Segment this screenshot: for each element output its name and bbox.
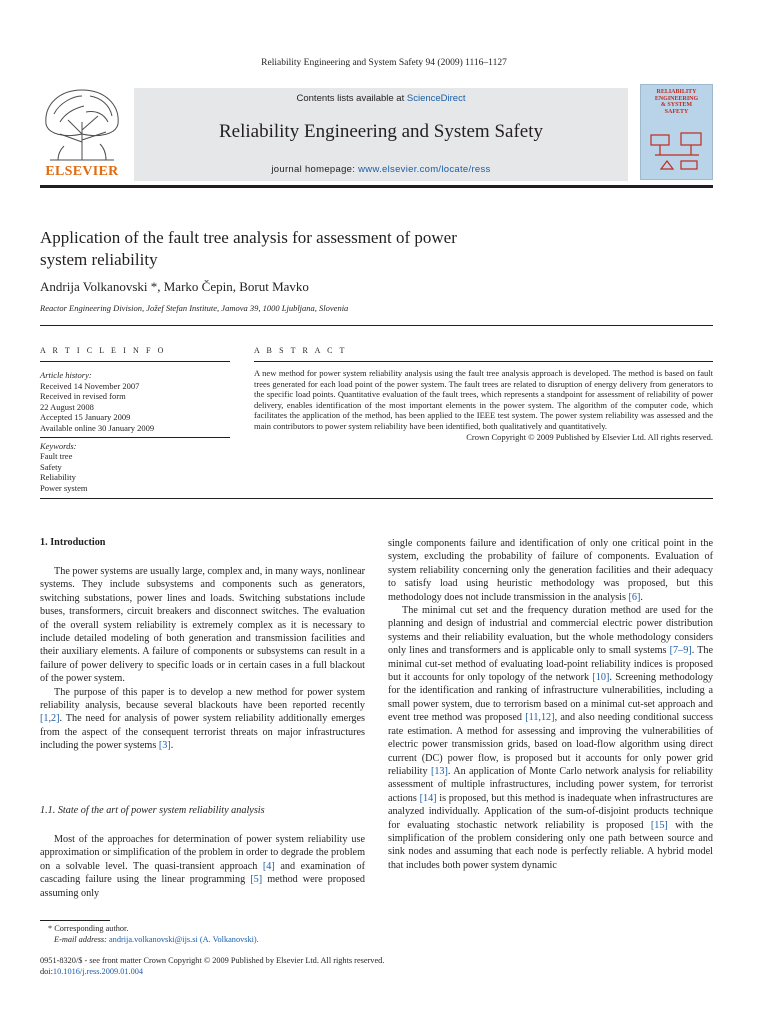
abstract-rule <box>254 361 713 362</box>
right-column <box>388 537 713 872</box>
left-column <box>40 565 365 753</box>
abstract-text: A new method for power system reliability analysis using the fault tree analysis approach is developed. The method is based on fault trees generated for each load point of the power system. The fault trees are related to disruption of energy delivery from generators to the specific load points. Quantitative evaluation of the fault trees, which represents a standpoint for assessment of reliability of power delivery, enables identification of the most important elements in the power system. The algorithm of the computer code, which facilitates the application of the method, has been applied to the IEEE test system. The power system reliability was assessed and the main contributors to power system reliability have been identified, both qualitatively and quantitatively. <box>254 368 713 431</box>
history-item: Accepted 15 January 2009 <box>40 412 131 423</box>
keyword: Reliability <box>40 472 76 483</box>
text-run: . <box>640 591 643 603</box>
text-run: . Screening methodology for the identification and ranking of infrastructure vulnerabilities, including a small power system, due to terrorism based on a minimal cut-set approach and event tree method was proposed <box>388 672 714 724</box>
text-run: , and also needing conditional success rate estimation. A method for assessing and improving the vulnerabilities of electric power transmission grids, based on load-flow algorithm using direct current (DC) power flow, is proposed but it accounts for only power grid reliability <box>388 712 713 777</box>
article-info-label: A R T I C L E I N F O <box>40 346 167 355</box>
cover-title <box>641 89 712 115</box>
footnote <box>40 923 259 945</box>
paragraph <box>40 833 365 900</box>
front-matter-line: 0951-8320/$ - see front matter Crown Copyright © 2009 Published by Elsevier Ltd. All rights reserved. <box>40 956 385 965</box>
keywords-label: Keywords: <box>40 440 77 451</box>
contents-prefix: Contents lists available at <box>296 93 407 104</box>
text-run: single components failure and identification of only one critical point in the system, excluding the probability of failure of components. Evaluation of system reliability concerning only the generation facilities and their adequacy to satisfy load using heuristic methodology was proposed, but this methodology does not include transmission in the analysis <box>388 538 713 603</box>
paper-title <box>40 227 640 271</box>
left-column-continued <box>40 833 365 900</box>
title-rule <box>40 325 713 326</box>
journal-homepage <box>134 164 628 175</box>
citation-link[interactable]: [3] <box>158 740 171 752</box>
text-run: . The minimal cut-set method of evaluating load-point reliability indices is proposed but it accounts for only topology of the network <box>388 645 714 684</box>
paragraph <box>388 604 713 872</box>
history-item: 22 August 2008 <box>40 401 94 412</box>
cover-title-line: & SYSTEM <box>660 102 693 108</box>
subsection-heading: 1.1. State of the art of power system reliability analysis <box>40 805 265 816</box>
cover-title-line: ENGINEERING <box>654 95 699 102</box>
corresponding-author-note: * Corresponding author. <box>48 924 129 933</box>
citation-link[interactable]: [5] <box>250 874 263 886</box>
abstract-bottom-rule <box>40 498 713 499</box>
sciencedirect-link[interactable]: ScienceDirect <box>406 93 466 104</box>
history-item: Received 14 November 2007 <box>40 380 140 391</box>
text-run: . The need for analysis of power system reliability additionally emerges from the aspect of the consequent terrorist threats on major infrastructures including the power systems <box>40 713 365 752</box>
doi-link[interactable]: 10.1016/j.ress.2009.01.004 <box>52 967 144 976</box>
homepage-prefix: journal homepage: <box>271 164 359 175</box>
citation-link[interactable]: [7–9] <box>669 645 692 657</box>
journal-cover[interactable] <box>640 84 713 180</box>
email-link[interactable]: andrija.volkanovski@ijs.si (A. Volkanovski). <box>109 935 259 944</box>
text-run: method were proposed assuming only <box>40 874 366 899</box>
citation-link[interactable]: [6] <box>628 591 641 603</box>
citation-link[interactable]: [15] <box>650 819 668 831</box>
footnote-rule <box>40 920 110 921</box>
citation-link[interactable]: [14] <box>419 792 437 804</box>
abstract-copyright: Crown Copyright © 2009 Published by Elsevier Ltd. All rights reserved. <box>466 431 713 442</box>
text-run: . An application of Monte Carlo network analysis for reliability assessment of multiple infrastructures, including power system, for terrorist actions <box>388 765 713 804</box>
paragraph: The power systems are usually large, complex and, in many ways, nonlinear systems. They include subsystems and components such as generators, switching substations, power lines and loads. Switching substations include buses, transformers, circuit breakers and disconnect switches. The evaluation of the overall system reliability is extremely complex as it is necessary to include detailed modeling of both generation and transmission facilities and their auxiliary elements. A failure of components or subsystems can result in a failure of power delivery to specific loads or in certain cases in a full blackout of the power system. <box>40 566 366 685</box>
email-line <box>40 934 259 945</box>
elsevier-tree-icon <box>40 84 124 162</box>
journal-title: Reliability Engineering and System Safety <box>219 121 543 142</box>
paper-title-line: Application of the fault tree analysis for assessment of power <box>40 228 457 247</box>
contents-line <box>134 93 628 104</box>
article-info <box>40 370 230 494</box>
journal-banner <box>134 88 628 181</box>
text-run: . <box>170 740 174 752</box>
email-label: E-mail address: <box>54 935 109 944</box>
paragraph <box>40 686 365 753</box>
header-rule <box>40 185 713 188</box>
author-list: Andrija Volkanovski *, Marko Čepin, Borut Mavko <box>40 279 309 294</box>
doi-line <box>40 966 384 977</box>
section-heading-introduction: 1. Introduction <box>40 537 106 548</box>
history-label: Article history: <box>40 370 92 380</box>
affiliation: Reactor Engineering Division, Jožef Stefan Institute, Jamova 39, 1000 Ljubljana, Slovenia <box>40 303 349 313</box>
keyword: Fault tree <box>40 451 73 462</box>
citation-link[interactable]: [1,2] <box>40 713 60 725</box>
citation-link[interactable]: [11,12] <box>525 712 555 724</box>
page-footer <box>40 955 384 977</box>
doi-label: doi: <box>40 967 53 976</box>
text-run: The purpose of this paper is to develop a new method for power system reliability analysis, because several blackouts have been reported recently <box>40 686 365 712</box>
running-head: Reliability Engineering and System Safety 94 (2009) 1116–1127 <box>261 58 507 68</box>
cover-title-line: RELIABILITY <box>656 89 697 95</box>
paragraph <box>388 537 713 604</box>
elsevier-logo[interactable] <box>40 84 124 180</box>
abstract-label: A B S T R A C T <box>254 346 348 355</box>
abstract <box>254 368 713 442</box>
text-run: with the simplification of the problem considering only one path between source and sink nodes and assuming that each node is perfectly reliable. A hybrid model that includes both power system dynamic <box>388 819 713 871</box>
keywords-rule <box>40 437 230 438</box>
article-info-rule <box>40 361 230 362</box>
citation-link[interactable]: [4] <box>262 860 275 872</box>
text-run: is proposed, but this method is inadequate when infrastructures are analyzed individually. Application of the sum-of-disjoint products technique for evaluating stochastic network reliability is proposed <box>388 792 713 831</box>
citation-link[interactable]: [13] <box>430 765 448 777</box>
text-run: Most of the approaches for determination of power system reliability use approximation or simplification of the problem in order to degrade the problem on a solvable level. The quasi-transient approach <box>40 834 365 872</box>
history-item: Available online 30 January 2009 <box>40 422 155 433</box>
cover-illustration-icon <box>647 131 707 175</box>
cover-title-line: SAFETY <box>664 108 689 115</box>
keyword: Safety <box>40 461 62 472</box>
text-run: The minimal cut set and the frequency duration method are used for the planning and design of industrial and commercial electric power distribution systems and their reliability evaluation, but the whole methodology considers only lines and transformers and is applicable only to small systems <box>388 605 713 657</box>
citation-link[interactable]: [10] <box>592 672 610 684</box>
paper-title-line: system reliability <box>40 250 158 269</box>
elsevier-wordmark: ELSEVIER <box>45 164 119 179</box>
keyword: Power system <box>40 482 88 493</box>
history-item: Received in revised form <box>40 391 126 402</box>
text-run: and examination of cascading failure using the linear programming <box>40 860 365 886</box>
homepage-link[interactable]: www.elsevier.com/locate/ress <box>358 164 491 175</box>
